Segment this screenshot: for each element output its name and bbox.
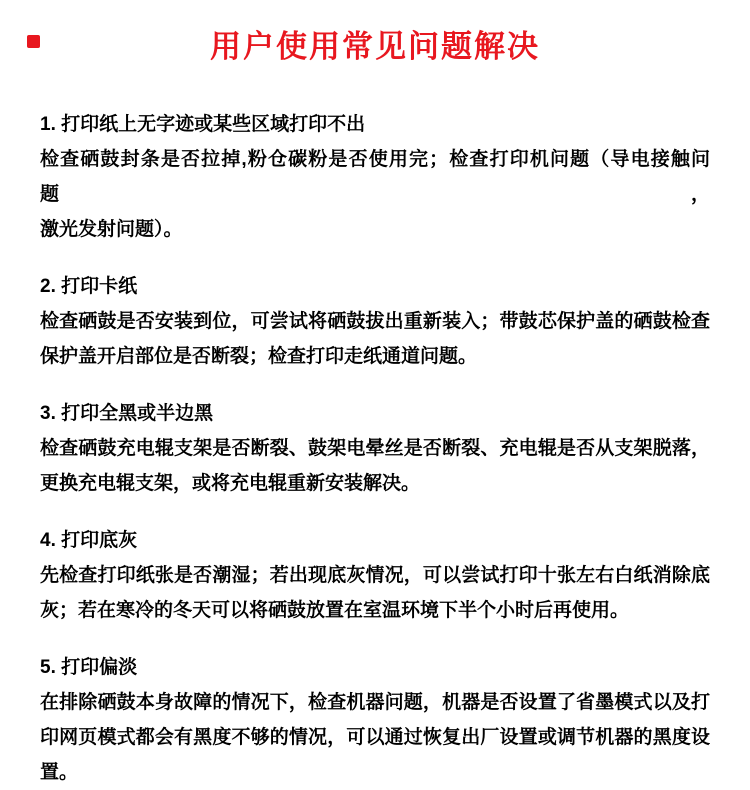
faq-section <box>40 396 710 501</box>
faq-section <box>40 523 710 628</box>
faq-section <box>40 650 710 790</box>
section-body-line: 保护盖开启部位是否断裂；检查打印走纸通道问题。 <box>40 346 478 367</box>
section-body-line: 检查硒鼓封条是否拉掉,粉仓碳粉是否使用完；检查打印机问题（导电接触问题， <box>40 149 710 205</box>
page-title: 用户使用常见问题解决 <box>210 29 540 64</box>
section-heading: 4. 打印底灰 <box>40 530 138 551</box>
section-body-line: 印网页模式都会有黑度不够的情况，可以通过恢复出厂设置或调节机器的黑度设 <box>40 727 710 748</box>
section-body-line: 检查硒鼓充电辊支架是否断裂、鼓架电晕丝是否断裂、充电辊是否从支架脱落， <box>40 438 710 459</box>
red-corner-mark <box>27 35 40 48</box>
section-body-line: 检查硒鼓是否安装到位，可尝试将硒鼓拔出重新装入；带鼓芯保护盖的硒鼓检查 <box>40 311 710 332</box>
section-body-line: 激光发射问题）。 <box>40 219 183 240</box>
section-heading: 2. 打印卡纸 <box>40 276 138 297</box>
section-body-line: 灰；若在寒冷的冬天可以将硒鼓放置在室温环境下半个小时后再使用。 <box>40 600 630 621</box>
section-heading: 3. 打印全黑或半边黑 <box>40 403 214 424</box>
section-body-line: 先检查打印纸张是否潮湿；若出现底灰情况，可以尝试打印十张左右白纸消除底 <box>40 565 710 586</box>
faq-content <box>0 64 750 790</box>
section-body-line: 更换充电辊支架，或将充电辊重新安装解决。 <box>40 473 421 494</box>
section-heading: 5. 打印偏淡 <box>40 657 138 678</box>
section-body-line: 置。 <box>40 762 79 783</box>
faq-section <box>40 269 710 374</box>
section-body-line: 在排除硒鼓本身故障的情况下，检查机器问题，机器是否设置了省墨模式以及打 <box>40 692 710 713</box>
faq-section <box>40 107 710 247</box>
section-heading: 1. 打印纸上无字迹或某些区域打印不出 <box>40 114 366 135</box>
